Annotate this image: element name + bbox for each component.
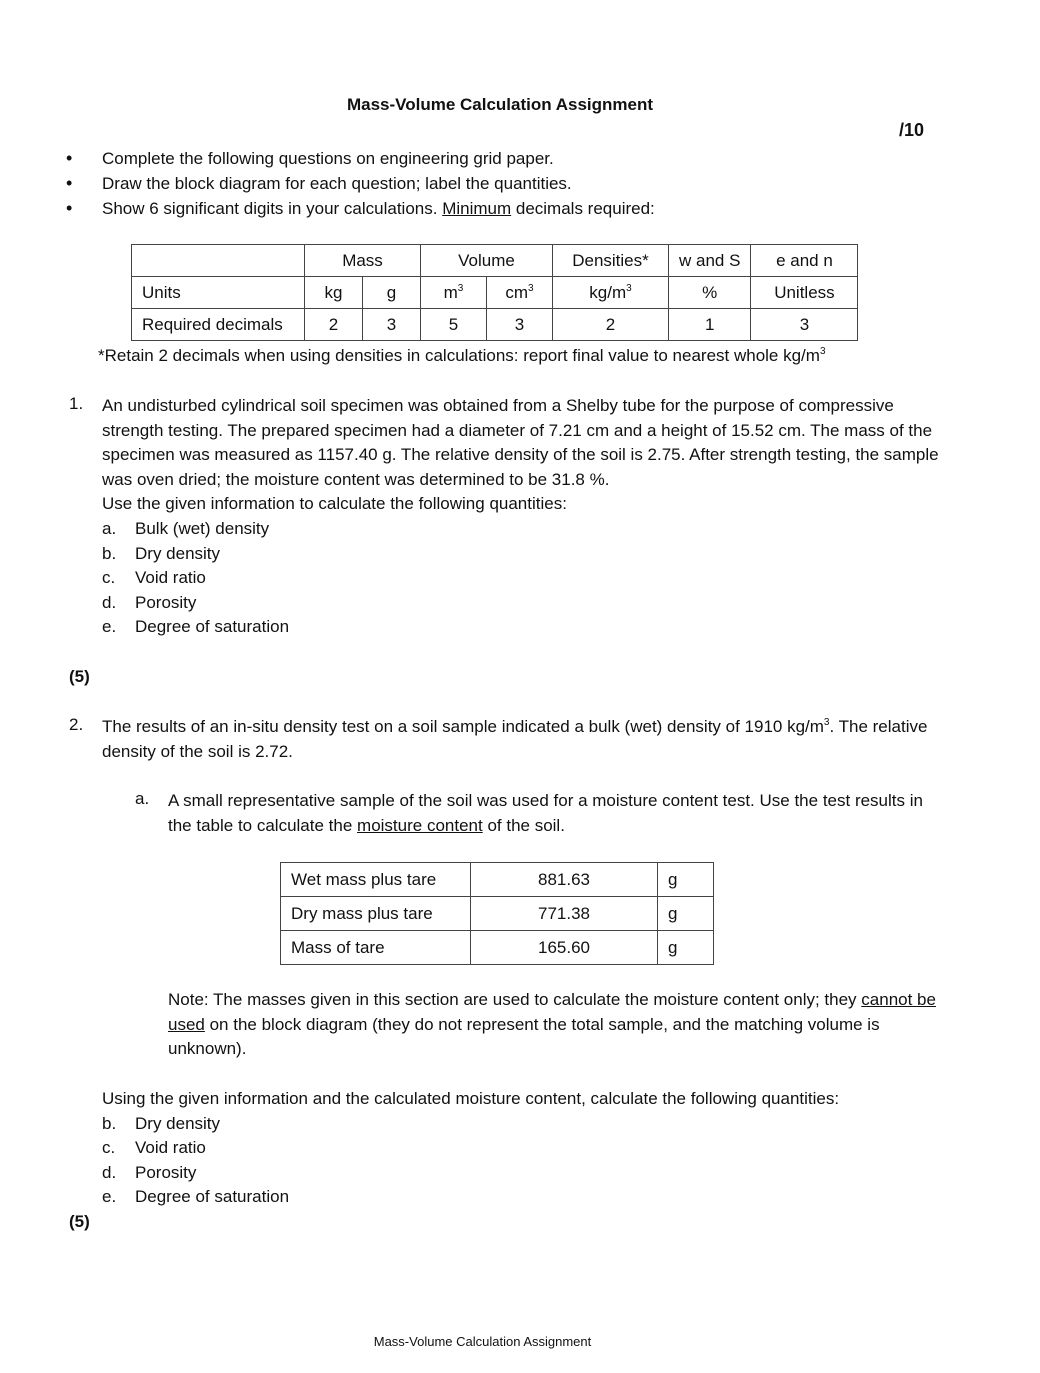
list-item bbox=[69, 1161, 939, 1186]
superscript: 3 bbox=[626, 282, 632, 294]
list-item bbox=[69, 566, 939, 591]
unit-percent: % bbox=[669, 277, 751, 309]
list-item bbox=[69, 1136, 939, 1161]
list-item bbox=[69, 1112, 939, 1137]
table-row bbox=[281, 931, 714, 965]
units-decimals-table bbox=[131, 244, 858, 341]
decimals-m3: 5 bbox=[421, 309, 487, 341]
page-footer: Mass-Volume Calculation Assignment bbox=[373, 1334, 592, 1349]
list-item bbox=[69, 591, 939, 616]
superscript: 3 bbox=[457, 282, 464, 294]
item-letter: b. bbox=[102, 543, 117, 563]
row-unit: g bbox=[658, 863, 714, 897]
unit-m3 bbox=[421, 277, 487, 309]
instruction-item bbox=[62, 196, 655, 221]
text: . The relative density of the soil is 2.72. bbox=[102, 717, 928, 761]
mass-header: Mass bbox=[305, 245, 421, 277]
superscript: 3 bbox=[823, 717, 830, 728]
list-item bbox=[69, 517, 939, 542]
question-2-marks: (5) bbox=[69, 1212, 90, 1231]
decimals-kg: 2 bbox=[305, 309, 363, 341]
item-letter: a. bbox=[135, 789, 150, 808]
table-header-row bbox=[132, 245, 858, 277]
unit-text: cm bbox=[505, 282, 529, 302]
list-item bbox=[69, 1185, 939, 1210]
blank-header-cell bbox=[132, 245, 305, 277]
instructions-list bbox=[62, 146, 655, 221]
densities-header: Densities* bbox=[553, 245, 669, 277]
item-letter: c. bbox=[102, 1138, 116, 1158]
question-2-text bbox=[102, 715, 939, 764]
note-text: Note: The masses given in this section are used to calculate the moisture content only; they bbox=[168, 990, 862, 1009]
item-letter: d. bbox=[102, 1162, 117, 1182]
row-value: 881.63 bbox=[471, 863, 658, 897]
instruction-text: Draw the block diagram for each question; label the quantities. bbox=[102, 174, 572, 193]
instruction-text: Complete the following questions on engineering grid paper. bbox=[102, 149, 554, 168]
underlined-moisture-content: moisture content bbox=[357, 815, 483, 835]
item-letter: a. bbox=[102, 518, 117, 538]
item-letter: b. bbox=[102, 1113, 117, 1133]
decimals-w-and-s: 1 bbox=[669, 309, 751, 341]
table-row bbox=[281, 863, 714, 897]
item-text: Porosity bbox=[135, 1162, 197, 1182]
item-text: Degree of saturation bbox=[135, 617, 290, 637]
item-text: Bulk (wet) density bbox=[135, 518, 270, 538]
decimals-cm3: 3 bbox=[487, 309, 553, 341]
item-text: Degree of saturation bbox=[135, 1187, 290, 1207]
list-item bbox=[69, 542, 939, 567]
row-label: Mass of tare bbox=[281, 931, 471, 965]
underlined-cannot-be-used: cannot be used bbox=[168, 990, 936, 1034]
unit-g: g bbox=[363, 277, 421, 309]
list-item bbox=[69, 615, 939, 640]
item-letter: e. bbox=[102, 1187, 117, 1207]
unit-text: m bbox=[443, 282, 458, 302]
superscript: 3 bbox=[528, 282, 534, 294]
decimals-e-and-n: 3 bbox=[751, 309, 858, 341]
question-1-prompt: Use the given information to calculate the following quantities: bbox=[102, 494, 567, 514]
text: The results of an in-situ density test on a soil sample indicated a bulk (wet) density of 1910 kg/m bbox=[102, 717, 824, 736]
w-and-s-header: w and S bbox=[669, 245, 751, 277]
unit-density bbox=[553, 277, 669, 309]
underlined-minimum: Minimum bbox=[442, 199, 512, 218]
units-label: Units bbox=[132, 277, 305, 309]
text: A small representative sample of the soil was used for a moisture content test. Use the test results in the table to calculate the bbox=[168, 791, 923, 835]
instruction-item bbox=[62, 146, 655, 171]
units-row bbox=[132, 277, 858, 309]
note bbox=[168, 988, 938, 1062]
decimals-row bbox=[132, 309, 858, 341]
question-2-prompt: Using the given information and the calculated moisture content, calculate the following quantities: bbox=[102, 1089, 840, 1108]
question-number: 2. bbox=[69, 715, 84, 734]
row-value: 165.60 bbox=[471, 931, 658, 965]
row-unit: g bbox=[658, 897, 714, 931]
decimals-densities: 2 bbox=[553, 309, 669, 341]
superscript: 3 bbox=[819, 346, 826, 357]
unit-unitless: Unitless bbox=[751, 277, 858, 309]
row-unit: g bbox=[658, 931, 714, 965]
table-row bbox=[281, 897, 714, 931]
item-text: Void ratio bbox=[135, 568, 206, 588]
question-1-text: An undisturbed cylindrical soil specimen was obtained from a Shelby tube for the purpose of compressive strength testing. The prepared specimen had a diameter of 7.21 cm and a height of 15.52 cm. The mass of the specimen was measured as 1157.40 g. The relative density of the soil is 2.75. After strength testing, the sample was oven dried; the moisture content was determined to be 31.8 %. bbox=[102, 396, 939, 489]
item-text: Void ratio bbox=[135, 1138, 206, 1158]
question-1-items bbox=[69, 517, 939, 640]
question-2-part-a bbox=[69, 789, 939, 838]
item-letter: c. bbox=[102, 568, 116, 588]
decimals-g: 3 bbox=[363, 309, 421, 341]
decimals-label: Required decimals bbox=[132, 309, 305, 341]
moisture-content-table bbox=[280, 862, 714, 965]
row-label: Dry mass plus tare bbox=[281, 897, 471, 931]
document-title: Mass-Volume Calculation Assignment bbox=[346, 95, 654, 114]
table-footnote bbox=[98, 346, 826, 366]
instruction-text: decimals required: bbox=[511, 199, 655, 218]
unit-kg: kg bbox=[305, 277, 363, 309]
question-2 bbox=[69, 715, 939, 764]
instruction-text: Show 6 significant digits in your calculations. bbox=[102, 199, 443, 218]
row-value: 771.38 bbox=[471, 897, 658, 931]
question-2-items bbox=[69, 1112, 939, 1210]
question-1-marks: (5) bbox=[69, 667, 90, 686]
unit-text: kg/m bbox=[589, 282, 627, 302]
instruction-item bbox=[62, 171, 655, 196]
score-total: /10 bbox=[899, 120, 925, 140]
note-text: on the block diagram (they do not represent the total sample, and the matching volume is unknown). bbox=[168, 1014, 880, 1059]
text: of the soil. bbox=[482, 815, 565, 835]
e-and-n-header: e and n bbox=[751, 245, 858, 277]
part-a-text bbox=[168, 789, 939, 838]
footnote-text: *Retain 2 decimals when using densities in calculations: report final value to nearest whole kg/m bbox=[98, 346, 820, 365]
question-2-remaining bbox=[69, 1087, 939, 1210]
item-text: Dry density bbox=[135, 543, 221, 563]
item-letter: d. bbox=[102, 592, 117, 612]
item-letter: e. bbox=[102, 617, 117, 637]
item-text: Dry density bbox=[135, 1113, 221, 1133]
item-text: Porosity bbox=[135, 592, 197, 612]
row-label: Wet mass plus tare bbox=[281, 863, 471, 897]
question-number: 1. bbox=[69, 394, 84, 413]
unit-cm3 bbox=[487, 277, 553, 309]
volume-header: Volume bbox=[421, 245, 553, 277]
question-1 bbox=[69, 394, 939, 640]
